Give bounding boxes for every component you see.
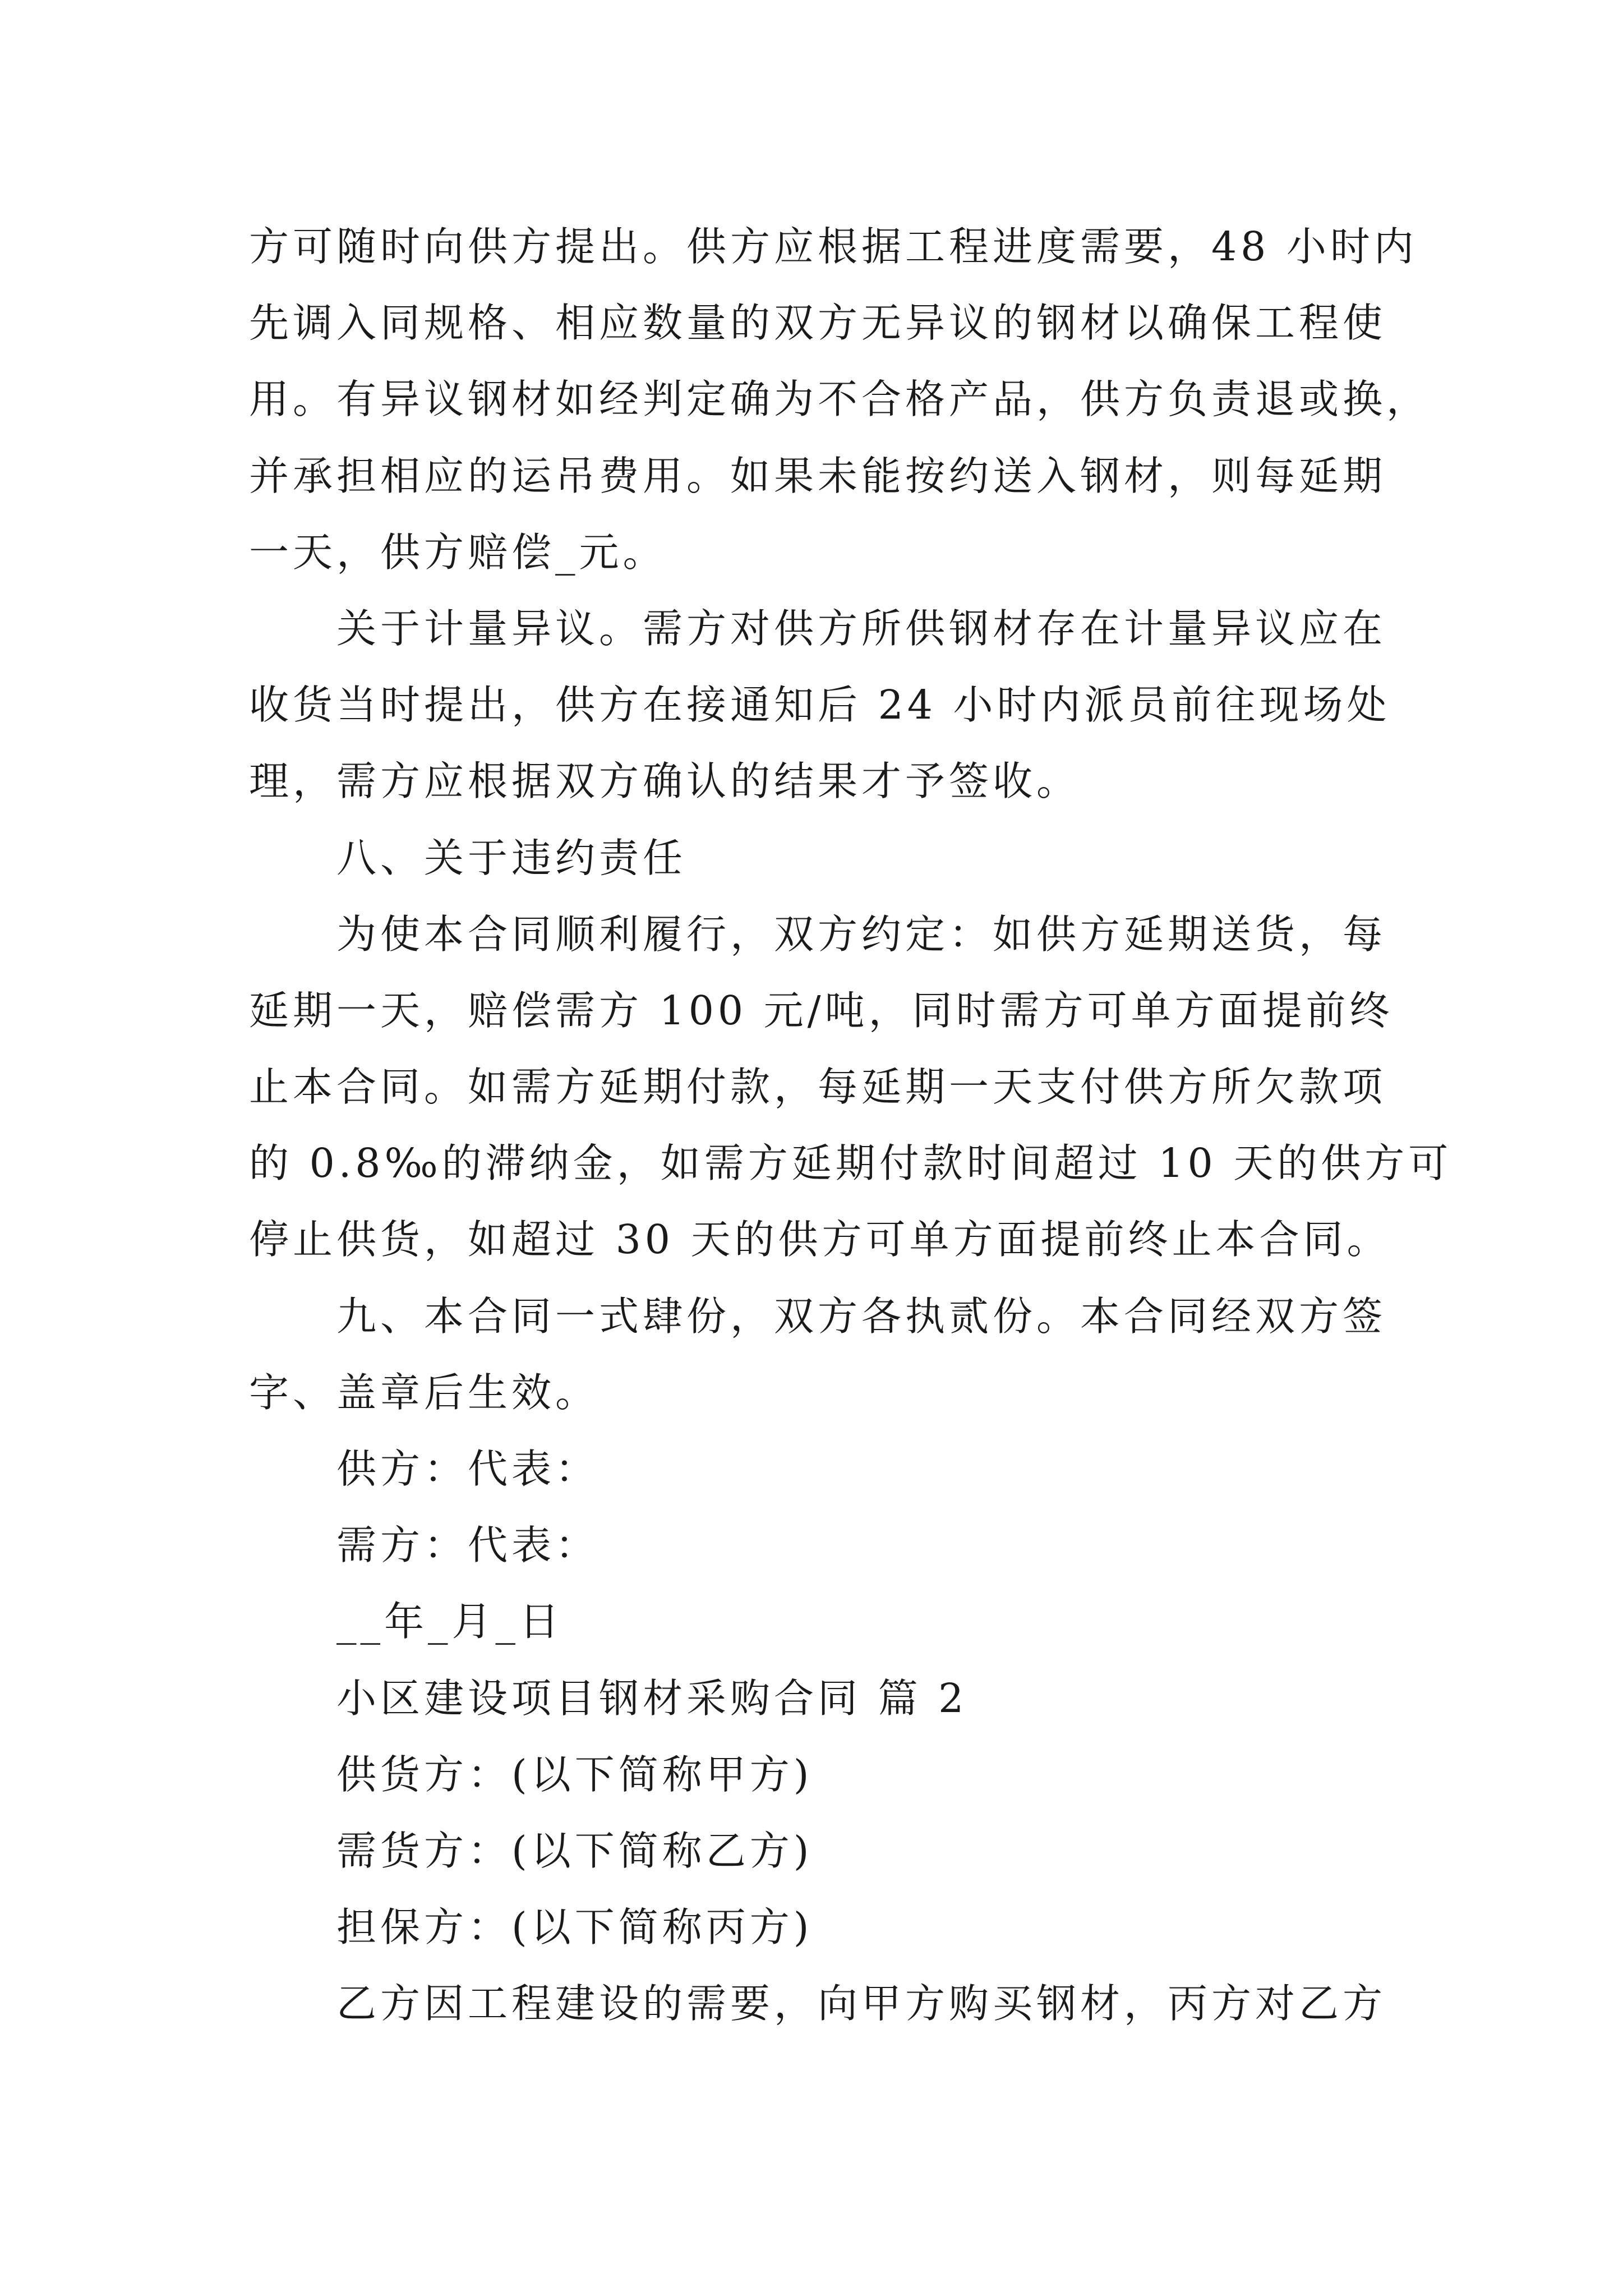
text-line: 用。有异议钢材如经判定确为不合格产品，供方负责退或换， (249, 376, 1431, 423)
text-line: 方可随时向供方提出。供方应根据工程进度需要，48 小时内 (249, 223, 1418, 270)
text-line: 小区建设项目钢材采购合同 篇 2 (336, 1674, 968, 1722)
text-line: 停止供货，如超过 30 天的供方可单方面提前终止本合同。 (249, 1216, 1391, 1263)
text-line: 为使本合同顺利履行，双方约定：如供方延期送货，每 (336, 910, 1387, 958)
text-line: 关于计量异议。需方对供方所供钢材存在计量异议应在 (336, 605, 1387, 652)
text-line: 需方：代表： (336, 1522, 600, 1569)
text-line: 供方：代表： (336, 1446, 600, 1492)
document-body (249, 209, 1453, 2042)
text-line: 延期一天，赔偿需方 100 元/吨，同时需方可单方面提前终 (249, 987, 1394, 1034)
text-line: 八、关于违约责任 (336, 834, 687, 881)
text-line: 并承担相应的运吊费用。如果未能按约送入钢材，则每延期 (249, 452, 1387, 499)
text-line: 乙方因工程建设的需要，向甲方购买钢材，丙方对乙方 (336, 1980, 1387, 2027)
text-line: 收货当时提出，供方在接通知后 24 小时内派员前往现场处 (249, 682, 1391, 729)
text-line: 的 0.8‰的滞纳金，如需方延期付款时间超过 10 天的供方可 (249, 1140, 1453, 1187)
text-line: 止本合同。如需方延期付款，每延期一天支付供方所欠款项 (249, 1064, 1387, 1111)
text-line: 字、盖章后生效。 (249, 1369, 600, 1416)
text-line: 担保方：(以下简称丙方) (336, 1904, 813, 1951)
text-line: 理，需方应根据双方确认的结果才予签收。 (249, 758, 1081, 805)
text-line: 供货方：(以下简称甲方) (336, 1751, 813, 1798)
text-line: 九、本合同一式肆份，双方各执贰份。本合同经双方签 (336, 1292, 1387, 1340)
text-line: __年_月_日 (336, 1598, 564, 1645)
text-line: 需货方：(以下简称乙方) (336, 1827, 813, 1874)
text-line: 先调入同规格、相应数量的双方无异议的钢材以确保工程使 (249, 300, 1387, 347)
text-line: 一天，供方赔偿_元。 (249, 528, 667, 576)
